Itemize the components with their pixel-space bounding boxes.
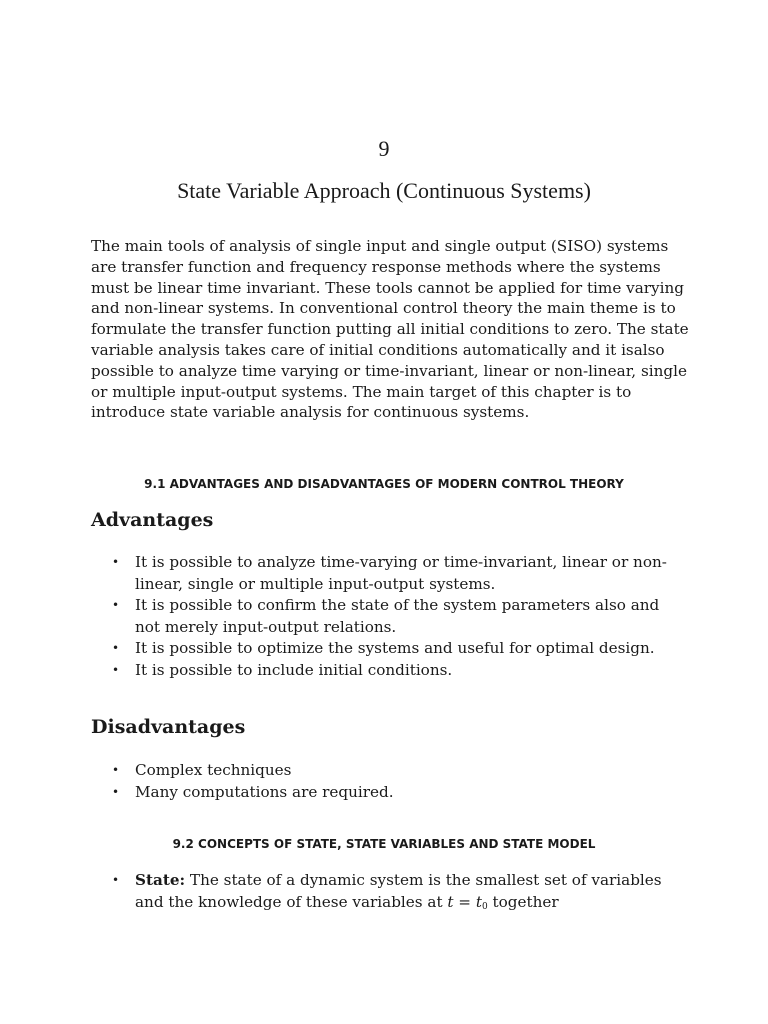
state-definition-list bbox=[91, 870, 671, 918]
chapter-number: 9 bbox=[378, 136, 390, 161]
state-t: t bbox=[447, 892, 454, 911]
section-heading-9-2: 9.2 CONCEPTS OF STATE, STATE VARIABLES AND STATE MODEL bbox=[172, 837, 596, 851]
advantages-heading: Advantages bbox=[91, 509, 214, 531]
section-heading-9-1: 9.1 ADVANTAGES AND DISADVANTAGES OF MODERN CONTROL THEORY bbox=[144, 477, 624, 491]
disadvantages-list bbox=[91, 760, 671, 803]
advantages-list bbox=[91, 552, 671, 681]
state-text-2: together bbox=[487, 892, 559, 911]
list-item: • Many computations are required. bbox=[91, 782, 671, 804]
list-item: • Complex techniques bbox=[91, 760, 671, 782]
state-eq: = bbox=[453, 892, 476, 911]
chapter-title: State Variable Approach (Continuous Systems) bbox=[177, 178, 591, 203]
disadvantages-heading: Disadvantages bbox=[91, 716, 246, 738]
list-item: • It is possible to confirm the state of the system parameters also and not merely input-output relations. bbox=[91, 595, 671, 638]
state-term: State: bbox=[135, 871, 186, 889]
list-item bbox=[91, 870, 671, 918]
state-t0-sub: 0 bbox=[481, 901, 488, 912]
list-item: • It is possible to analyze time-varying or time-invariant, linear or non-linear, single or multiple input-output systems. bbox=[91, 552, 671, 595]
list-item: • It is possible to optimize the systems and useful for optimal design. bbox=[91, 638, 671, 660]
state-text-1: The state of a dynamic system is the smallest set of variables and the knowledge of these variables at bbox=[135, 871, 662, 911]
intro-paragraph: The main tools of analysis of single input and single output (SISO) systems are transfer function and frequency response methods where the systems must be linear time invariant. These tools cannot be applied for time varying and non-linear systems. In conventional control theory the main theme is to formulate the transfer function putting all initial conditions to zero. The state variable analysis takes care of initial conditions automatically and it isalso possible to analyze time varying or time-invariant, linear or non-linear, single or multiple input-output systems. The main target of this chapter is to introduce state variable analysis for continuous systems. bbox=[91, 237, 689, 422]
state-t0: t bbox=[475, 892, 482, 911]
list-item: • It is possible to include initial conditions. bbox=[91, 660, 671, 682]
